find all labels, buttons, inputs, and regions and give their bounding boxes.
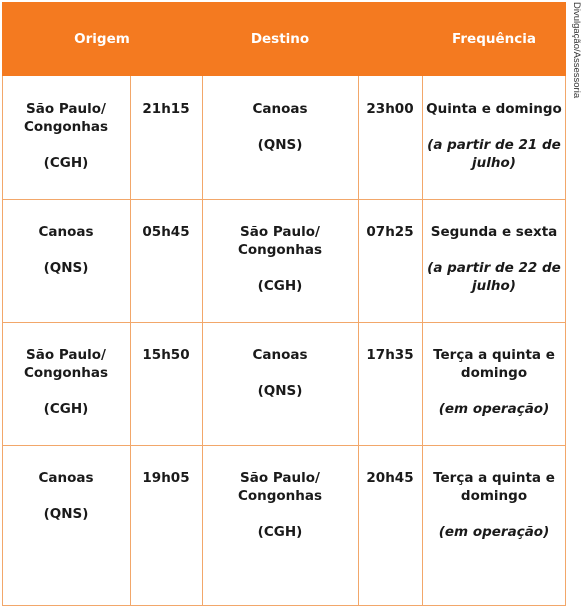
cell-arrival-time: 17h35 (366, 347, 414, 363)
destination-airport-name: São Paulo/ (240, 470, 320, 486)
frequency-note-line: julho) (472, 155, 516, 171)
cell-frequency (422, 346, 566, 418)
cell-arrival-time: 07h25 (366, 224, 414, 240)
cell-arrival-time: 20h45 (366, 470, 414, 486)
origin-airport-code: (QNS) (43, 260, 89, 276)
cell-departure-time: 05h45 (142, 224, 190, 240)
destination-airport-name: Congonhas (237, 488, 323, 504)
frequency-days: Segunda e sexta (430, 224, 558, 240)
header-destino: Destino (250, 31, 310, 47)
frequency-note-line: (a partir de 22 de (427, 260, 561, 276)
destination-airport-code: (QNS) (257, 383, 303, 399)
origin-airport-name: Canoas (38, 224, 94, 240)
origin-airport-name: Canoas (38, 470, 94, 486)
destination-airport-name: São Paulo/ (240, 224, 320, 240)
cell-origin (2, 223, 130, 277)
row-divider (2, 199, 566, 200)
row-divider (2, 445, 566, 446)
destination-airport-code: (QNS) (257, 137, 303, 153)
frequency-note-line: (a partir de 21 de (427, 137, 561, 153)
frequency-note (422, 523, 566, 541)
photo-credit-text: Divulgação/Assessoria (571, 2, 582, 99)
header-origem: Origem (74, 31, 130, 47)
destination-airport-code: (CGH) (257, 524, 303, 540)
origin-airport-name: Congonhas (23, 365, 109, 381)
cell-destination (202, 469, 358, 541)
destination-airport-name: Canoas (252, 101, 308, 117)
cell-departure-time: 21h15 (142, 101, 190, 117)
column-divider (130, 76, 131, 606)
cell-frequency (422, 100, 566, 172)
cell-destination (202, 346, 358, 400)
frequency-note-line: (em operação) (438, 401, 550, 417)
origin-airport-name: São Paulo/ (26, 347, 106, 363)
cell-origin (2, 346, 130, 418)
origin-airport-name: Congonhas (23, 119, 109, 135)
origin-airport-code: (CGH) (43, 401, 89, 417)
row-divider (2, 605, 566, 606)
frequency-note (422, 259, 566, 295)
frequency-days: domingo (460, 488, 528, 504)
frequency-days: Terça a quinta e (433, 347, 555, 363)
cell-destination (202, 100, 358, 154)
cell-departure-time: 15h50 (142, 347, 190, 363)
photo-credit (572, 2, 584, 122)
cell-frequency (422, 223, 566, 295)
cell-destination (202, 223, 358, 295)
cell-arrival-time: 23h00 (366, 101, 414, 117)
row-divider (2, 322, 566, 323)
frequency-days: domingo (460, 365, 528, 381)
cell-origin (2, 100, 130, 172)
frequency-days: Quinta e domingo (426, 101, 562, 117)
frequency-note-line: (em operação) (438, 524, 550, 540)
frequency-note (422, 400, 566, 418)
frequency-note (422, 136, 566, 172)
header-frequencia: Frequência (452, 31, 536, 47)
origin-airport-code: (CGH) (43, 155, 89, 171)
flight-schedule-table (2, 2, 566, 606)
destination-airport-name: Congonhas (237, 242, 323, 258)
frequency-note-line: julho) (472, 278, 516, 294)
cell-departure-time: 19h05 (142, 470, 190, 486)
cell-origin (2, 469, 130, 523)
destination-airport-code: (CGH) (257, 278, 303, 294)
cell-frequency (422, 469, 566, 541)
table-header (2, 2, 566, 76)
origin-airport-code: (QNS) (43, 506, 89, 522)
column-divider (358, 76, 359, 606)
origin-airport-name: São Paulo/ (26, 101, 106, 117)
frequency-days: Terça a quinta e (433, 470, 555, 486)
destination-airport-name: Canoas (252, 347, 308, 363)
